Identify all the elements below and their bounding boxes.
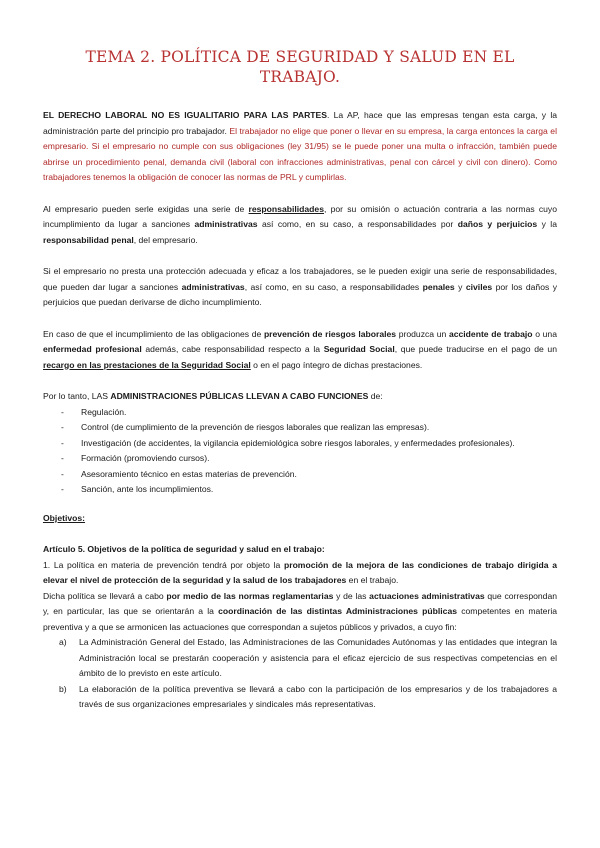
article5-sublist xyxy=(43,635,557,713)
text-span: que correspondan y, en particular, las que se orientarán a la xyxy=(43,590,557,616)
emphasis-coordinacion: coordinación de las distintas Administraciones públicas xyxy=(218,606,458,616)
emphasis-prevencion: prevención de riesgos laborales xyxy=(263,328,397,339)
list-item-text: La Administración General del Estado, las Administraciones de las Comunidades Autónomas y las entidades que integran la Administración local se prestarán cooperación y asistencia para el eficaz ejercicio de sus respectivas competencias en el ámbito de lo previsto en este artículo. xyxy=(79,637,557,678)
list-item xyxy=(59,635,557,682)
text-span: Al empresario pueden serle exigidas una serie de xyxy=(43,203,249,214)
intro-bold-lead: EL DERECHO LABORAL NO ES IGUALITARIO PARA LAS PARTES xyxy=(43,110,327,120)
text-span: y xyxy=(454,281,466,292)
text-span: produzca un xyxy=(396,328,449,339)
text-span: , por su omisión o actuación contraria a las normas cuyo incumplimiento da lugar a sanciones xyxy=(43,203,557,229)
emphasis-actuaciones: actuaciones administrativas xyxy=(369,590,485,601)
emphasis-civiles: civiles xyxy=(465,281,493,292)
social-security-paragraph xyxy=(43,327,557,374)
functions-intro xyxy=(43,389,557,405)
list-item xyxy=(61,436,557,452)
intro-plain-text: . La AP, hace que las empresas tengan esta carga, y la administración parte del principio pro trabajador. xyxy=(43,110,558,136)
emphasis-normas: por medio de las normas reglamentarias xyxy=(166,590,334,601)
text-span: y la xyxy=(537,219,557,229)
dash-bullet: - xyxy=(61,468,64,479)
list-item xyxy=(59,682,557,713)
text-span: o en el pago íntegro de dichas prestaciones. xyxy=(250,359,423,370)
list-marker: b) xyxy=(59,683,67,694)
emphasis-administrativas: administrativas xyxy=(181,281,245,292)
emphasis-promocion: promoción de la mejora de las condiciones de trabajo dirigida a elevar el nivel de protección de la seguridad y la salud de los trabajadores xyxy=(43,559,557,585)
text-span: así como, en su caso, a responsabilidades por xyxy=(257,219,458,229)
emphasis-recargo: recargo en las prestaciones de la Seguridad Social xyxy=(43,359,251,370)
objectives-heading: Objetivos: xyxy=(43,512,86,523)
intro-paragraph xyxy=(43,108,557,186)
text-span: , del empresario. xyxy=(133,234,198,245)
objectives-heading-line xyxy=(43,511,557,527)
emphasis-responsabilidades: responsabilidades xyxy=(248,203,324,214)
list-item-text: Regulación. xyxy=(81,406,127,417)
article5-policy-paragraph xyxy=(43,589,557,636)
dash-bullet: - xyxy=(61,437,64,448)
emphasis-seguridad-social: Seguridad Social xyxy=(323,344,395,354)
responsibilities-paragraph xyxy=(43,202,557,249)
list-item-text: Control (de cumplimiento de la prevención de riesgos laborales que realizan las empresas). xyxy=(81,422,430,432)
text-span: competentes en materia preventiva y a que se armonicen las actuaciones que correspondan a sujetos públicos y privados, a cuyo fin: xyxy=(43,606,558,632)
list-item xyxy=(61,482,557,498)
text-span: 1. La política en materia de prevención tendrá por objeto la xyxy=(43,559,284,570)
text-span: en el trabajo. xyxy=(346,575,399,585)
page-title: TEMA 2. POLÍTICA DE SEGURIDAD Y SALUD EN EL TRABAJO. xyxy=(85,48,515,86)
text-span: Dicha política se llevará a cabo xyxy=(43,590,167,601)
emphasis-responsabilidad-penal: responsabilidad penal xyxy=(43,234,134,245)
list-item-text: Asesoramiento técnico en estas materias de prevención. xyxy=(81,468,297,479)
text-span: y de las xyxy=(333,590,370,601)
text-span: , así como, en su caso, a responsabilidades xyxy=(244,281,423,292)
article5-heading: Artículo 5. Objetivos de la política de seguridad y salud en el trabajo: xyxy=(43,544,325,554)
text-span: o una xyxy=(532,328,557,339)
article5-heading-line xyxy=(43,542,557,558)
text-span: de: xyxy=(368,391,383,401)
emphasis-accidente: accidente de trabajo xyxy=(448,328,533,339)
text-span: además, cabe responsabilidad respecto a la xyxy=(141,344,324,354)
dash-bullet: - xyxy=(61,484,64,494)
protection-paragraph xyxy=(43,264,557,311)
emphasis-administrativas: administrativas xyxy=(194,219,258,229)
article5-point1 xyxy=(43,558,557,589)
dash-bullet: - xyxy=(61,453,64,463)
emphasis-danos-perjuicios: daños y perjuicios xyxy=(457,219,538,229)
emphasis-penales: penales xyxy=(422,281,455,292)
list-item xyxy=(61,467,557,483)
text-span: , que puede traducirse en el pago de un xyxy=(394,344,557,354)
list-item-text: La elaboración de la política preventiva se llevará a cabo con la participación de los empresarios y de los trabajadores a través de sus organizaciones empresariales y sindicales más representativas. xyxy=(79,683,557,709)
list-item xyxy=(61,451,557,467)
list-item-text: Investigación (de accidentes, la vigilancia epidemiológica sobre riesgos laborales, y enfermedades profesionales). xyxy=(81,437,515,448)
list-item-text: Sanción, ante los incumplimientos. xyxy=(81,484,214,494)
list-item-text: Formación (promoviendo cursos). xyxy=(81,453,210,463)
text-span: En caso de que el incumplimiento de las obligaciones de xyxy=(43,328,264,339)
list-item xyxy=(61,420,557,436)
list-item xyxy=(61,405,557,421)
emphasis-administraciones: ADMINISTRACIONES PÚBLICAS LLEVAN A CABO FUNCIONES xyxy=(110,391,369,401)
functions-list xyxy=(43,405,557,498)
text-span: Si el empresario no presta una protección adecuada y eficaz a los trabajadores, se le pueden exigir una serie de responsabilidades, que pueden dar lugar a sanciones xyxy=(43,266,557,292)
intro-red-text: El trabajador no elige que poner o llevar en su empresa, la carga entonces la carga el empresario. Si el empresario no cumple con sus obligaciones (ley 31/95) se le puede poner una multa o infracción, también puede abrirse un procedimiento penal, demanda civil (laboral con infracciones administrativas, penal con cárcel y civil con dinero). Como trabajadores tenemos la obligación de conocer las normas de PRL y cumplirlas. xyxy=(43,125,557,182)
text-span: Por lo tanto, LAS xyxy=(43,391,111,401)
list-marker: a) xyxy=(59,637,67,647)
text-span: por los daños y perjuicios que puedan derivarse de dicho incumplimiento. xyxy=(43,281,557,307)
dash-bullet: - xyxy=(61,422,64,432)
emphasis-enfermedad: enfermedad profesional xyxy=(43,344,142,354)
dash-bullet: - xyxy=(61,406,64,417)
